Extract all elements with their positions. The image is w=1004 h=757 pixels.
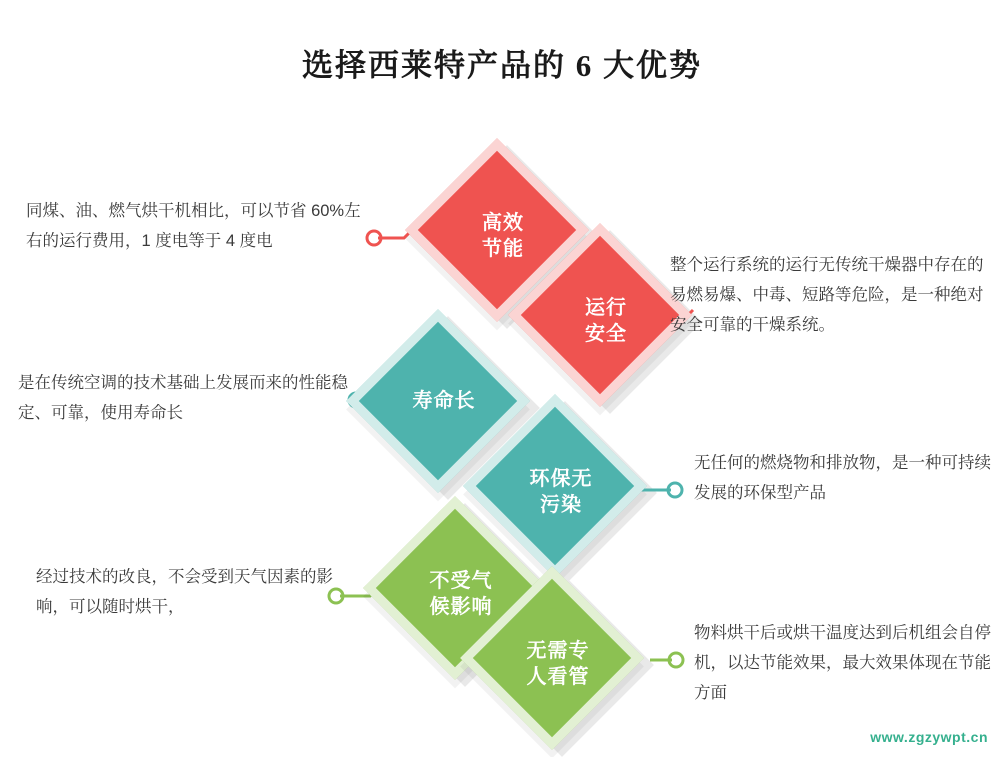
node-description-1: 同煤、油、燃气烘干机相比，可以节省 60%左右的运行费用，1 度电等于 4 度电 — [26, 202, 361, 250]
node-label-1-line1: 高效 — [482, 212, 524, 234]
node-description-3: 是在传统空调的技术基础上发展而来的性能稳定、可靠，使用寿命长 — [18, 374, 348, 422]
node-label-5-line2: 候影响 — [429, 596, 493, 618]
node-label-6-line1: 无需专 — [526, 640, 590, 662]
node-description-6: 物料烘干后或烘干温度达到后机组会自停机，以达节能效果，最大效果体现在节能方面 — [694, 624, 991, 702]
node-label-2-line1: 运行 — [585, 297, 627, 319]
node-description-4: 无任何的燃烧物和排放物，是一种可持续发展的环保型产品 — [694, 454, 991, 502]
node-label-5-line1: 不受气 — [429, 570, 493, 592]
node-label-3-line1: 寿命长 — [412, 390, 476, 412]
node-label-2-line2: 安全 — [585, 323, 627, 345]
node-label-4-line1: 环保无 — [529, 468, 593, 490]
node-label-6-line2: 人看管 — [526, 666, 590, 688]
node-label-1-line2: 节能 — [482, 238, 524, 260]
watermark: www.zgzywpt.cn — [870, 729, 988, 745]
node-description-5: 经过技术的改良，不会受到天气因素的影响，可以随时烘干， — [36, 568, 333, 616]
node-description-2: 整个运行系统的运行无传统干燥器中存在的易燃易爆、中毒、短路等危险，是一种绝对安全可靠的干燥系统。 — [670, 256, 984, 334]
node-label-4-line2: 污染 — [540, 494, 582, 516]
page-title: 选择西莱特产品的 6 大优势 — [302, 48, 702, 83]
